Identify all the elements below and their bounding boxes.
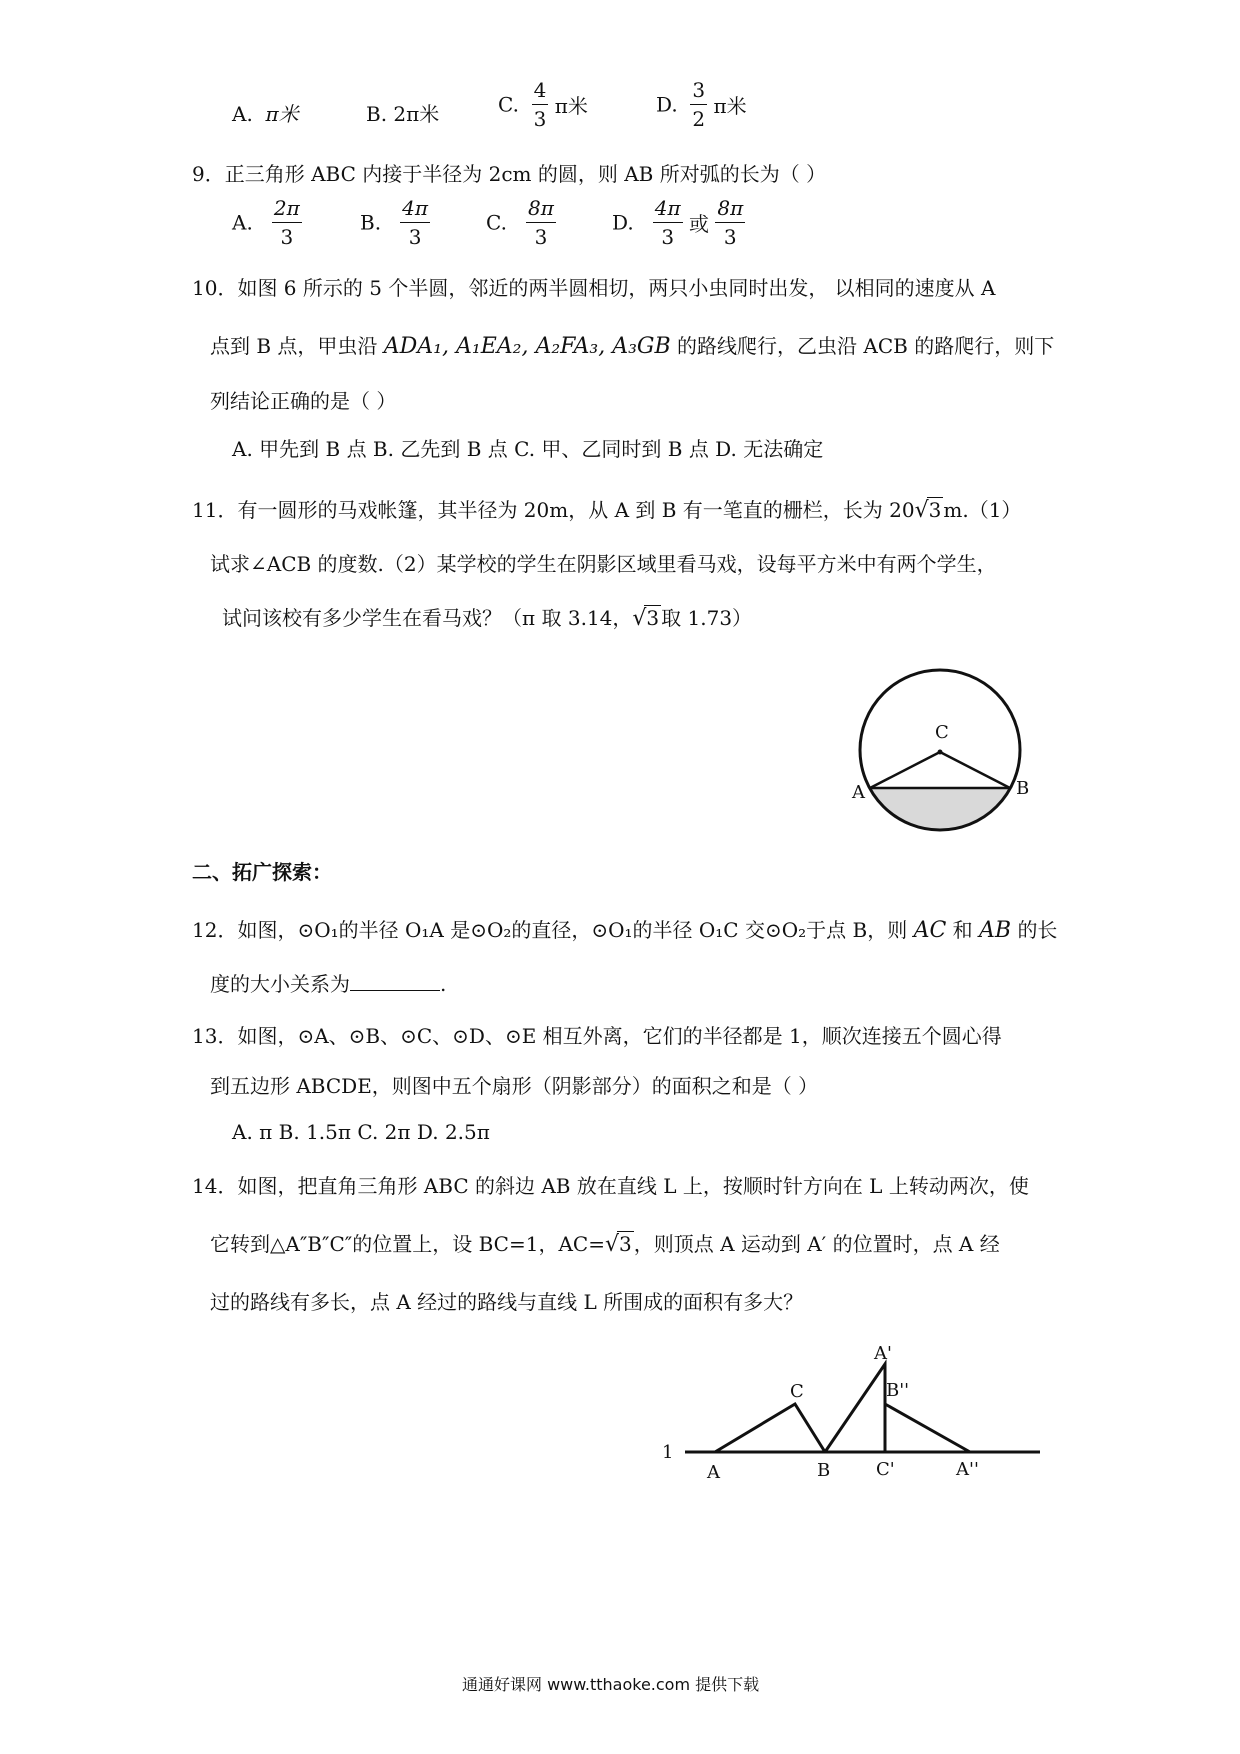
option-label: D. (612, 210, 634, 235)
q9-stem: 9．正三角形 ABC 内接于半径为 2cm 的圆，则 AB 所对弧的长为（ ） (192, 162, 827, 186)
q14-line3: 过的路线有多长，点 A 经过的路线与直线 L 所围成的面积有多大？ (210, 1290, 804, 1314)
fraction (715, 198, 745, 247)
fraction (526, 198, 556, 247)
text: 取 1.73） (661, 606, 753, 630)
option-label: A. (232, 102, 253, 126)
denominator: 2 (692, 107, 706, 131)
center-point (938, 750, 943, 755)
q10-line1: 10．如图 6 所示的 5 个半圆，邻近的两半圆相切，两只小虫同时出发， 以相同的速度从 A (192, 276, 996, 300)
q14-line2 (210, 1228, 1000, 1257)
circle-figure (840, 660, 1040, 840)
fraction (400, 198, 430, 247)
q13-line1: 13．如图，⊙A、⊙B、⊙C、⊙D、⊙E 相互外离，它们的半径都是 1，顺次连接五个圆心得 (192, 1024, 1002, 1048)
text: 的路线爬行，乙虫沿 ACB 的路爬行，则下 (677, 334, 1055, 358)
radicand: 3 (618, 1232, 632, 1256)
q9-option-a (232, 198, 302, 247)
q10-line3: 列结论正确的是（ ） (210, 389, 397, 413)
q12-line2 (210, 968, 446, 997)
fraction (272, 198, 302, 247)
arc-ab: AB (979, 918, 1012, 943)
footer-text: 通通好课网 www.tthaoke.com 提供下载 (462, 1675, 760, 1694)
label-b: B (817, 1460, 831, 1481)
option-label: B. (366, 102, 388, 126)
numerator: 4π (653, 198, 683, 223)
numerator: 4π (400, 198, 430, 223)
triangle-final (885, 1404, 970, 1452)
text: 和 (952, 918, 973, 942)
option-text: π米 (554, 94, 588, 118)
triangle-intermediate (825, 1364, 885, 1452)
numerator: 2π (272, 198, 302, 223)
numerator: 8π (715, 198, 745, 223)
label-a: A (707, 1462, 720, 1483)
fraction (653, 198, 683, 247)
q10-options: A. 甲先到 B 点 B. 乙先到 B 点 C. 甲、乙同时到 B 点 D. 无法确定 (232, 437, 824, 461)
text: . (440, 972, 447, 996)
math-path: ADA₁, A₁EA₂, A₂FA₃, A₃GB (383, 334, 671, 359)
radicand: 3 (928, 498, 942, 522)
answer-blank[interactable] (350, 972, 440, 991)
q8-option-c (498, 80, 588, 129)
text: 12．如图，⊙O₁的半径 O₁A 是⊙O₂的直径，⊙O₁的半径 O₁C 交⊙O₂于点 B，则 (192, 918, 908, 942)
label-a-double-prime: A'' (956, 1459, 979, 1480)
q11-line3 (222, 602, 752, 631)
label-c: C (935, 722, 949, 743)
denominator: 3 (723, 225, 737, 249)
label-a: A (852, 782, 865, 803)
or-text: 或 (689, 212, 709, 236)
shaded-segment (840, 788, 1040, 840)
q9-option-c (486, 198, 556, 247)
q8-option-d (656, 80, 747, 129)
text: 点到 B 点，甲虫沿 (210, 334, 378, 358)
q13-options: A. π B. 1.5π C. 2π D. 2.5π (232, 1120, 490, 1144)
label-line: 1 (662, 1442, 674, 1463)
sqrt-icon: √ (914, 498, 929, 523)
denominator: 3 (533, 107, 547, 131)
numerator: 4 (532, 80, 549, 105)
numerator: 3 (690, 80, 707, 105)
option-label: B. (360, 210, 382, 235)
label-a-prime: A' (874, 1343, 892, 1364)
option-label: C. (498, 92, 519, 117)
q11-line1 (192, 494, 1021, 523)
denominator: 3 (534, 225, 548, 249)
option-label: C. (486, 210, 507, 235)
text: 的长 (1017, 918, 1058, 942)
label-c-prime: C' (876, 1459, 895, 1480)
label-c: C (790, 1381, 804, 1402)
option-label: D. (656, 92, 678, 117)
q9-option-b (360, 198, 430, 247)
segment-ac (870, 752, 940, 788)
label-b-double-prime: B'' (886, 1380, 910, 1401)
q10-line2 (210, 330, 1054, 359)
text: 11．有一圆形的马戏帐篷，其半径为 20m，从 A 到 B 有一笔直的栅栏，长为 20 (192, 498, 915, 522)
q13-line2: 到五边形 ABCDE，则图中五个扇形（阴影部分）的面积之和是（ ） (210, 1074, 819, 1098)
option-label: A. (232, 210, 253, 235)
sqrt-icon: √ (604, 1232, 619, 1257)
rotation-figure (650, 1340, 1050, 1490)
label-b: B (1016, 778, 1030, 799)
section-title: 二、拓广探索： (192, 860, 332, 884)
fraction (532, 80, 549, 129)
arc-ac: AC (913, 918, 947, 943)
text: ，则顶点 A 运动到 A′ 的位置时，点 A 经 (633, 1232, 1000, 1256)
denominator: 3 (280, 225, 294, 249)
denominator: 3 (408, 225, 422, 249)
q11-line2: 试求∠ACB 的度数.（2）某学校的学生在阴影区域里看马戏，设每平方米中有两个学生， (210, 552, 997, 576)
q8-option-a (232, 98, 299, 127)
text: m.（1） (943, 498, 1022, 522)
denominator: 3 (661, 225, 675, 249)
text: 度的大小关系为 (210, 972, 350, 996)
q12-line1 (192, 914, 1057, 943)
numerator: 8π (526, 198, 556, 223)
q8-option-b (366, 98, 439, 127)
triangle-abc (715, 1404, 825, 1452)
radicand: 3 (646, 606, 660, 630)
q9-option-d (612, 198, 745, 247)
segment-bc (940, 752, 1010, 788)
sqrt-icon: √ (632, 606, 647, 631)
q14-line1: 14．如图，把直角三角形 ABC 的斜边 AB 放在直线 L 上，按顺时针方向在 L 上转动两次，使 (192, 1174, 1029, 1198)
option-text: π米 (265, 102, 299, 126)
text: 它转到△A″B″C″的位置上，设 BC=1，AC= (210, 1232, 605, 1256)
fraction (690, 80, 707, 129)
option-text: 2π米 (393, 102, 440, 126)
option-text: π米 (713, 94, 747, 118)
text: 试问该校有多少学生在看马戏？（π 取 3.14， (222, 606, 633, 630)
